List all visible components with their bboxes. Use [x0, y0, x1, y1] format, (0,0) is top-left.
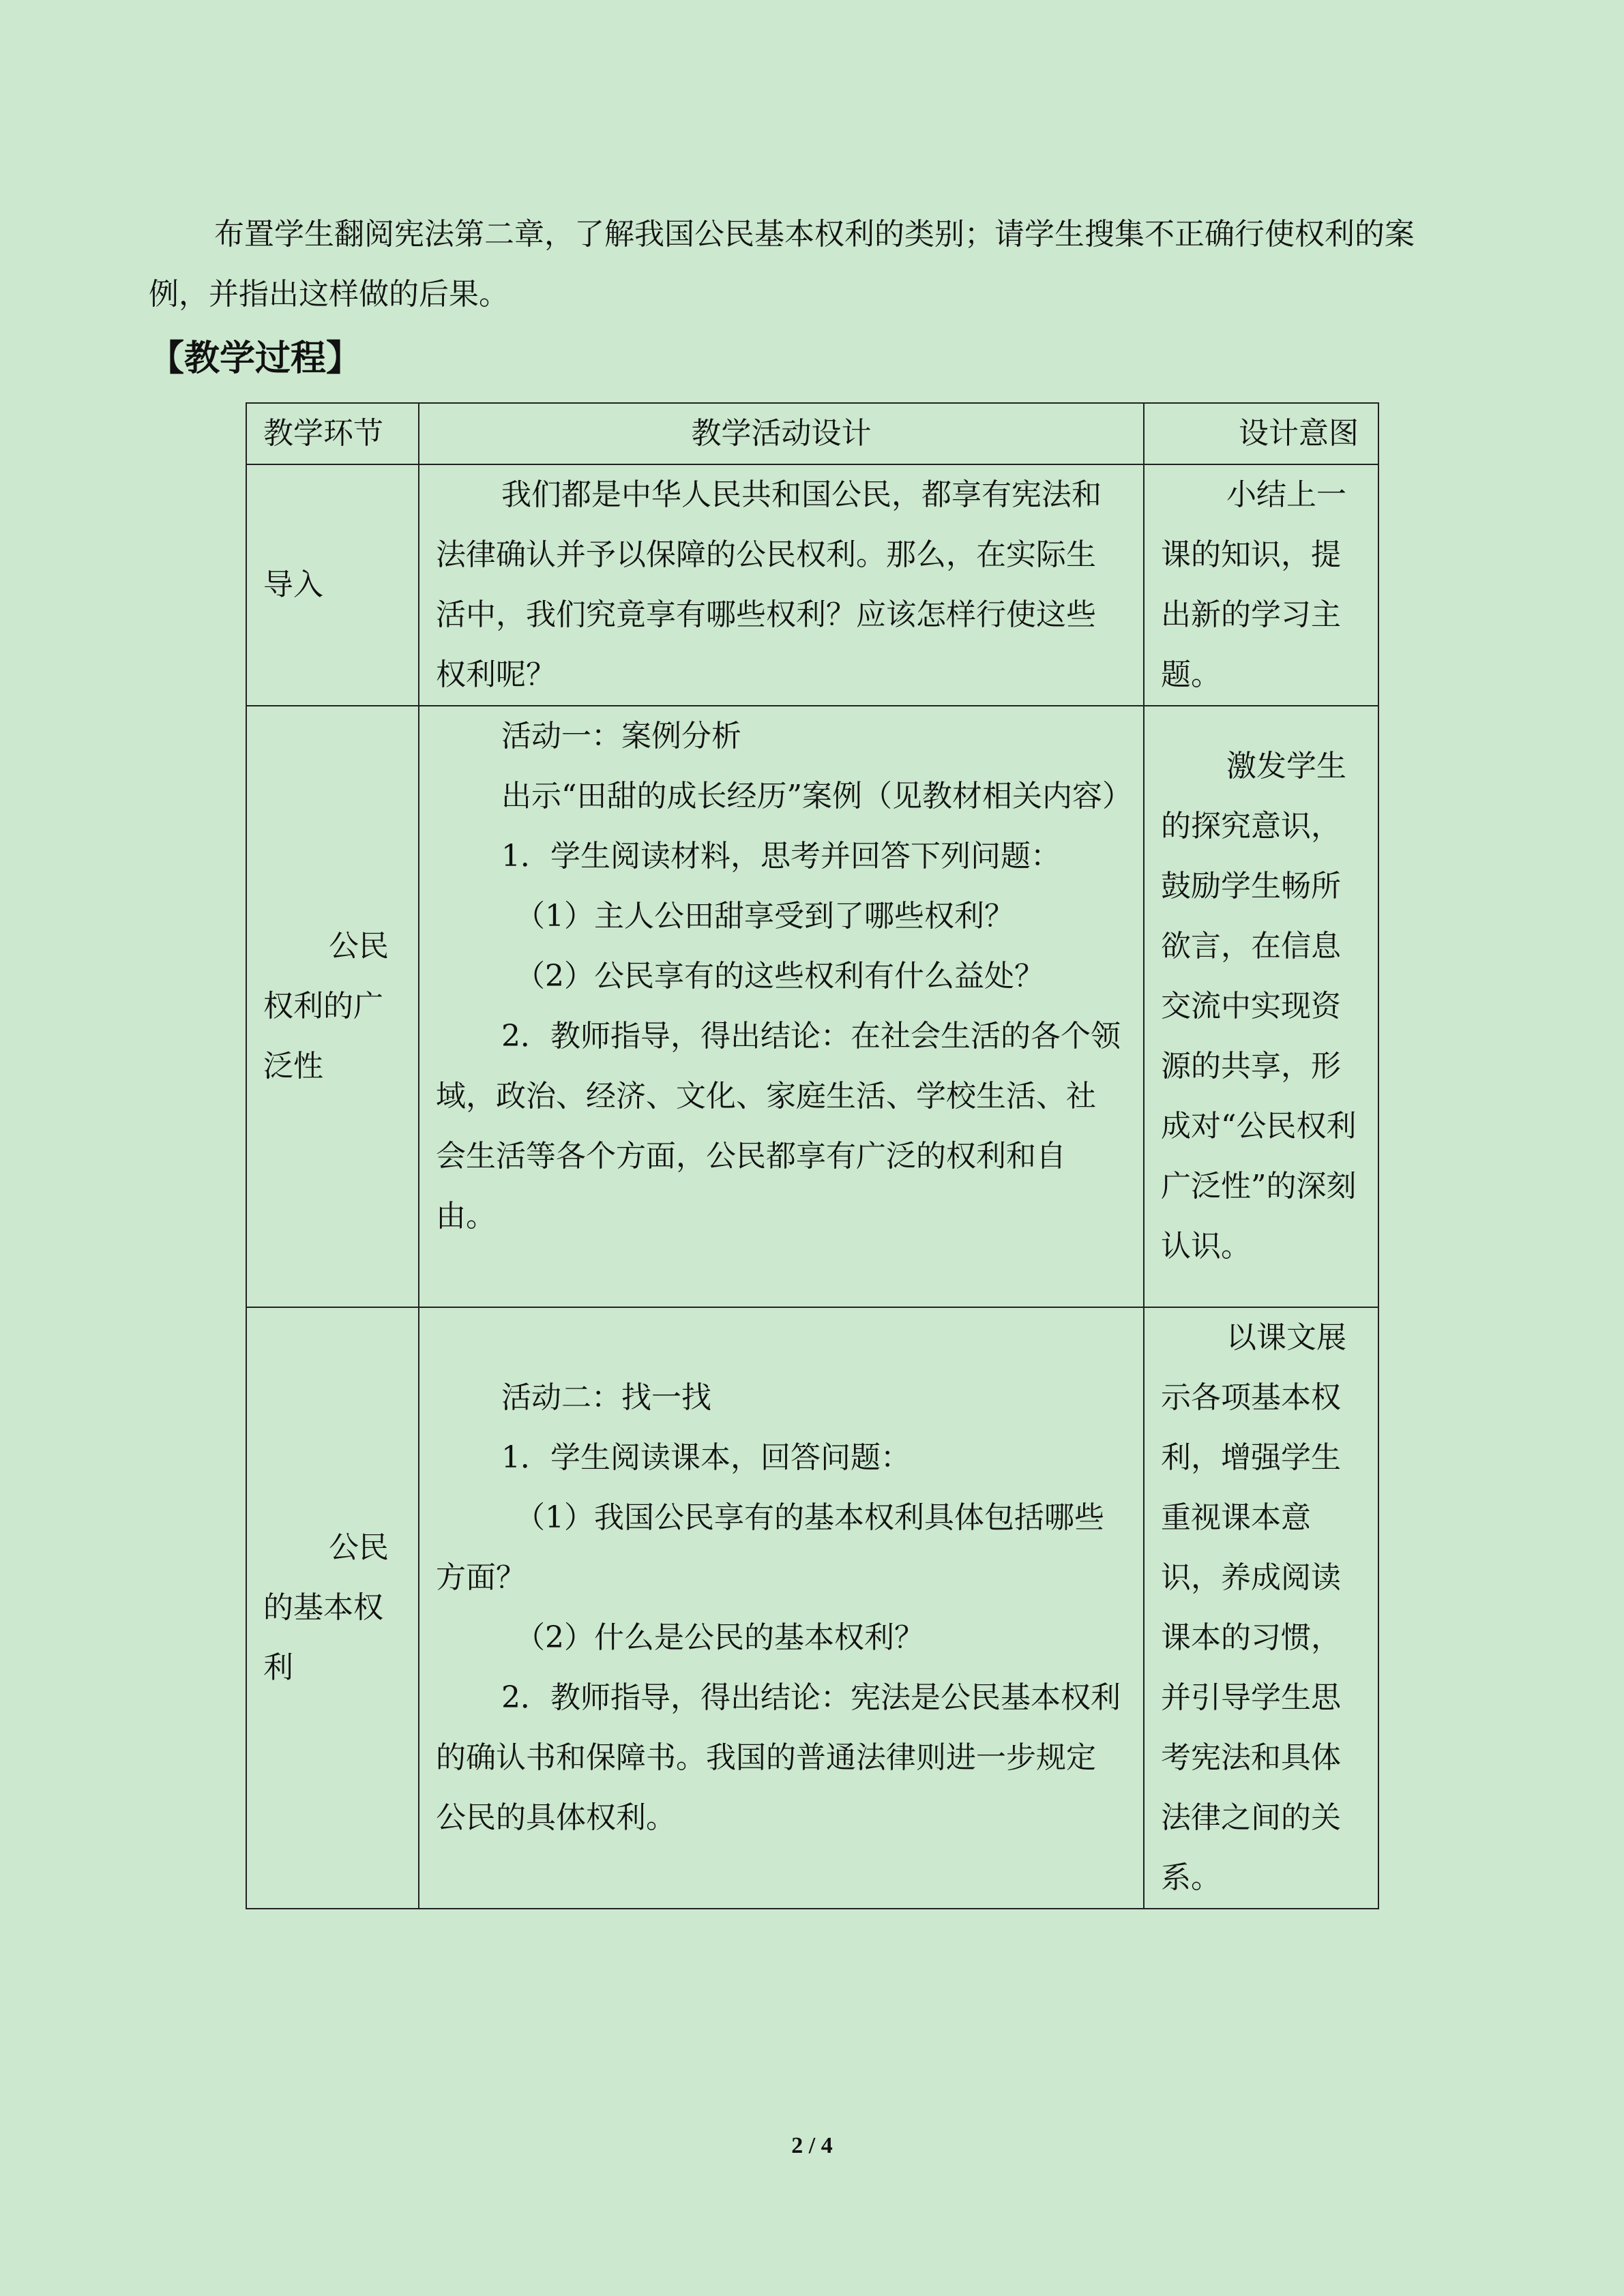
table-row: [246, 706, 1378, 1307]
intent-cell: [1144, 1307, 1378, 1909]
stage-label: 公民的基本权利: [263, 1530, 389, 1685]
stage-cell: [246, 464, 419, 706]
activity-question: （2）公民享有的这些权利有什么益处？: [515, 959, 1044, 994]
header-activity: 教学活动设计: [419, 403, 1144, 464]
activity-cell: [419, 1307, 1144, 1909]
teaching-process-table: [246, 402, 1379, 1909]
table-header-row: [246, 403, 1378, 464]
activity-paragraph: 1．学生阅读材料，思考并回答下列问题：: [501, 839, 1061, 874]
page-number: 2 / 4: [791, 2133, 833, 2158]
intent-text: 以课文展示各项基本权利，增强学生重视课本意识，养成阅读课本的习惯，并引导学生思考宪法和具体法律之间的关系。: [1161, 1320, 1346, 1895]
header-stage: 教学环节: [246, 403, 419, 464]
activity-paragraph: 活动一：案例分析: [501, 719, 741, 754]
activity-cell: [419, 706, 1144, 1307]
activity-question: （2）什么是公民的基本权利？: [515, 1620, 924, 1655]
intro-section: [149, 205, 1472, 325]
intent-cell: [1144, 464, 1378, 706]
intent-cell: [1144, 706, 1378, 1307]
intent-text: 激发学生的探究意识，鼓励学生畅所欲言，在信息交流中实现资源的共享，形成对“公民权利广泛性”的深刻认识。: [1161, 749, 1357, 1264]
activity-paragraph: 出示“田甜的成长经历”案例（见教材相关内容）: [501, 779, 1132, 814]
table-row: [246, 464, 1378, 706]
stage-label: 导入: [263, 567, 323, 602]
activity-question: （1）主人公田甜享受到了哪些权利？: [515, 899, 1014, 934]
intro-paragraph: 布置学生翻阅宪法第二章，了解我国公民基本权利的类别；请学生搜集不正确行使权利的案例，并指出这样做的后果。: [149, 217, 1415, 312]
stage-cell: [246, 706, 419, 1307]
section-title: 【教学过程】: [149, 338, 362, 379]
activity-paragraph: 我们都是中华人民共和国公民，都享有宪法和法律确认并予以保障的公民权利。那么，在实际生活中，我们究竟享有哪些权利？应该怎样行使这些权利呢？: [436, 477, 1102, 692]
stage-cell: [246, 1307, 419, 1909]
header-intent: 设计意图: [1144, 403, 1378, 464]
activity-paragraph: 2．教师指导，得出结论：宪法是公民基本权利的确认书和保障书。我国的普通法律则进一步规定公民的具体权利。: [436, 1680, 1121, 1835]
stage-label: 公民权利的广泛性: [263, 929, 389, 1084]
activity-paragraph: 2．教师指导，得出结论：在社会生活的各个领域，政治、经济、文化、家庭生活、学校生活、社会生活等各个方面，公民都享有广泛的权利和自由。: [436, 1019, 1121, 1234]
activity-paragraph: 活动二：找一找: [501, 1380, 711, 1415]
table-row: [246, 1307, 1378, 1909]
intent-text: 小结上一课的知识，提出新的学习主题。: [1161, 477, 1346, 692]
activity-cell: [419, 464, 1144, 706]
activity-question: （1）我国公民享有的基本权利具体包括哪些方面？: [436, 1500, 1104, 1595]
activity-paragraph: 1．学生阅读课本，回答问题：: [501, 1440, 911, 1475]
